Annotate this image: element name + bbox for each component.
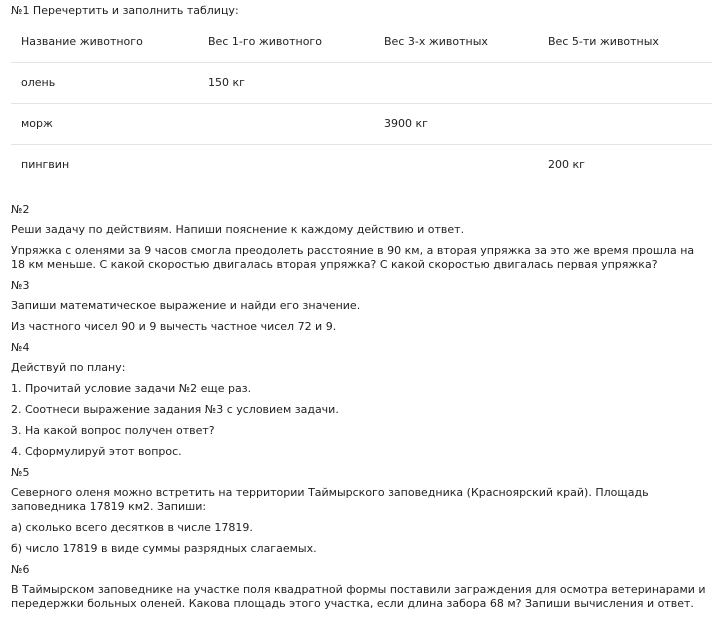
header-weight-1: Вес 1-го животного [198,22,374,63]
table-row [11,145,712,186]
task4-step: 1. Прочитай условие задачи №2 еще раз. [11,382,252,395]
header-weight-3: Вес 3-х животных [374,22,538,63]
table-cell [374,63,538,104]
task3-number: №3 [11,279,30,292]
task5-text: Северного оленя можно встретить на территории Таймырского заповедника (Красноярский край). Площадь заповедника 17819 км2. Запиши: [11,486,649,513]
tasks-body [11,203,711,618]
table-cell [198,104,374,145]
task5-item-b: б) число 17819 в виде суммы разрядных слагаемых. [11,542,317,555]
task2-instruction: Реши задачу по действиям. Напиши пояснение к каждому действию и ответ. [11,223,465,236]
table-cell: 150 кг [198,63,374,104]
task5-number: №5 [11,466,30,479]
table-cell: олень [11,63,198,104]
task6-text: В Таймырском заповеднике на участке поля квадратной формы поставили заграждения для осмотра ветеринарами и передержки больных оленей. Какова площадь этого участка, если длина забора 68 м? Запиши вычисления и ответ. [11,583,706,610]
table-cell [538,63,712,104]
task3-instruction: Запиши математическое выражение и найди его значение. [11,299,361,312]
table-cell: пингвин [21,158,70,171]
table-cell [374,145,538,186]
table-cell: 200 кг [548,158,585,171]
table-cell [538,104,712,145]
table-row [11,63,712,104]
task1-title: №1 Перечертить и заполнить таблицу: [11,4,239,17]
table-cell: 3900 кг [374,104,538,145]
task4-number: №4 [11,341,30,354]
task2-text: Упряжка с оленями за 9 часов смогла преодолеть расстояние в 90 км, а вторая упряжка за это же время прошла на 18 км меньше. С какой скоростью двигалась вторая упряжка? С какой скоростью двигалась первая упряжка? [11,244,695,271]
task4-step: 2. Соотнеси выражение задания №3 с условием задачи. [11,403,339,416]
table-row [11,104,712,145]
header-weight-5: Вес 5-ти животных [538,22,712,63]
header-animal-name: Название животного [11,22,198,63]
table-cell [198,145,374,186]
task5-item-a: а) сколько всего десятков в числе 17819. [11,521,253,534]
task6-number: №6 [11,563,30,576]
table-header-row [11,22,712,63]
table-cell: морж [11,104,198,145]
task2-number: №2 [11,203,30,216]
task4-step: 3. На какой вопрос получен ответ? [11,424,215,437]
task4-instruction: Действуй по плану: [11,361,126,374]
task3-text: Из частного чисел 90 и 9 вычесть частное чисел 72 и 9. [11,320,337,333]
animal-weight-table [11,22,712,185]
task4-step: 4. Сформулируй этот вопрос. [11,445,182,458]
